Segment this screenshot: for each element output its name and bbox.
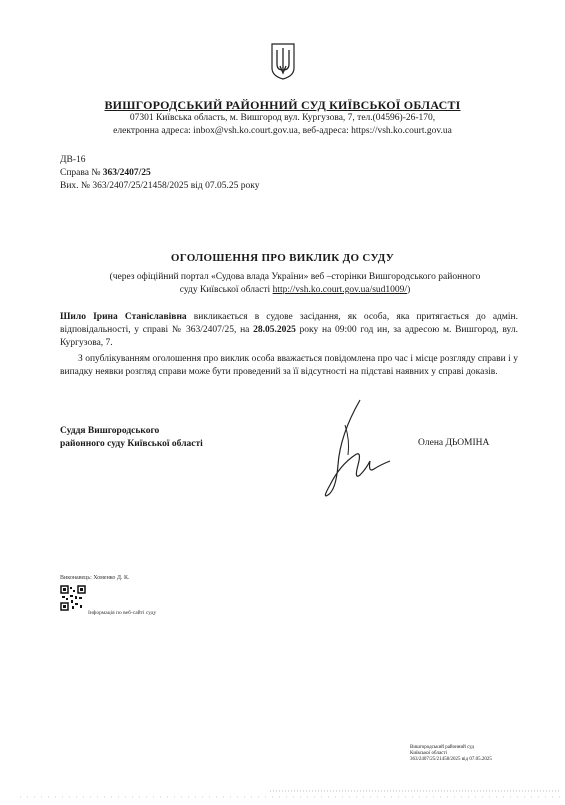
notice-subtitle [60, 271, 530, 297]
subtitle-text: (через офіційний портал «Судова влада України» веб –сторінки Вишгородського районного [109, 272, 481, 282]
coat-of-arms-icon [270, 40, 296, 85]
summons-text-2: року на 09:00 год ин, за адресою м. Вишгород, вул. Кургузова, 7. [60, 325, 518, 348]
hearing-date: 28.05.2025 [253, 325, 296, 335]
subtitle-close: ) [407, 285, 411, 295]
case-prefix: Справа № [60, 168, 103, 178]
executor-note: Виконавець: Хоменко Д. К. [60, 575, 130, 581]
case-line [60, 168, 151, 178]
subtitle-text-2: суду Київської області [179, 285, 273, 295]
judge-signature [300, 395, 410, 510]
court-name: ВИШГОРОДСЬКИЙ РАЙОННИЙ СУД КИЇВСЬКОЇ ОБЛАСТІ [104, 98, 461, 112]
summoned-person: Шило Ірина Станіславівна [60, 312, 187, 322]
scan-noise [0, 785, 565, 800]
judge-title-line-1: Суддя Вишгородського [60, 426, 160, 436]
stamp-line-2: Київської області [410, 751, 447, 756]
case-number: 363/2407/25 [102, 168, 151, 178]
consequences-paragraph: З опублікуванням оголошення про виклик особа вважається повідомлена про час і місце розгляду справи і у випадку неявки розгляд справи може бути проведений за її відсутності на підставі наявних у справі доказів. [60, 354, 518, 377]
registration-stamp [410, 745, 530, 763]
court-address: 07301 Київська область, м. Вишгород вул. Кургузова, 7, тел.(04596)-26-170, [129, 113, 436, 123]
qr-note: Інформація по веб-сайті суду [88, 610, 157, 616]
judge-name: Олена ДЬОМІНА [418, 438, 490, 448]
court-contacts: електронна адреса: inbox@vsh.ko.court.gov.ua, веб-адреса: https://vsh.ko.court.gov.ua [113, 126, 452, 136]
notice-title: ОГОЛОШЕННЯ ПРО ВИКЛИК ДО СУДУ [170, 252, 395, 264]
qr-code-icon [60, 585, 86, 616]
summons-text: викликається в судове засідання, як особа, яка притягається до адмін. відповідальності, у справі № 363/2407/25, на [60, 312, 518, 335]
judge-title-line-2: районного суду Київської області [60, 439, 203, 449]
outgoing-reference: Вих. № 363/2407/25/21458/2025 від 07.05.25 року [60, 181, 260, 191]
stamp-line-3: 363/2407/25/21458/2025 від 07.05.2025 [410, 757, 492, 762]
summons-paragraph [60, 311, 518, 350]
document-code: ДВ-16 [60, 155, 86, 165]
stamp-line-1: Вишгородський районний суд [410, 745, 474, 750]
court-website-link[interactable]: http://vsh.ko.court.gov.ua/sud1009/ [272, 285, 408, 295]
judge-title [60, 425, 203, 451]
